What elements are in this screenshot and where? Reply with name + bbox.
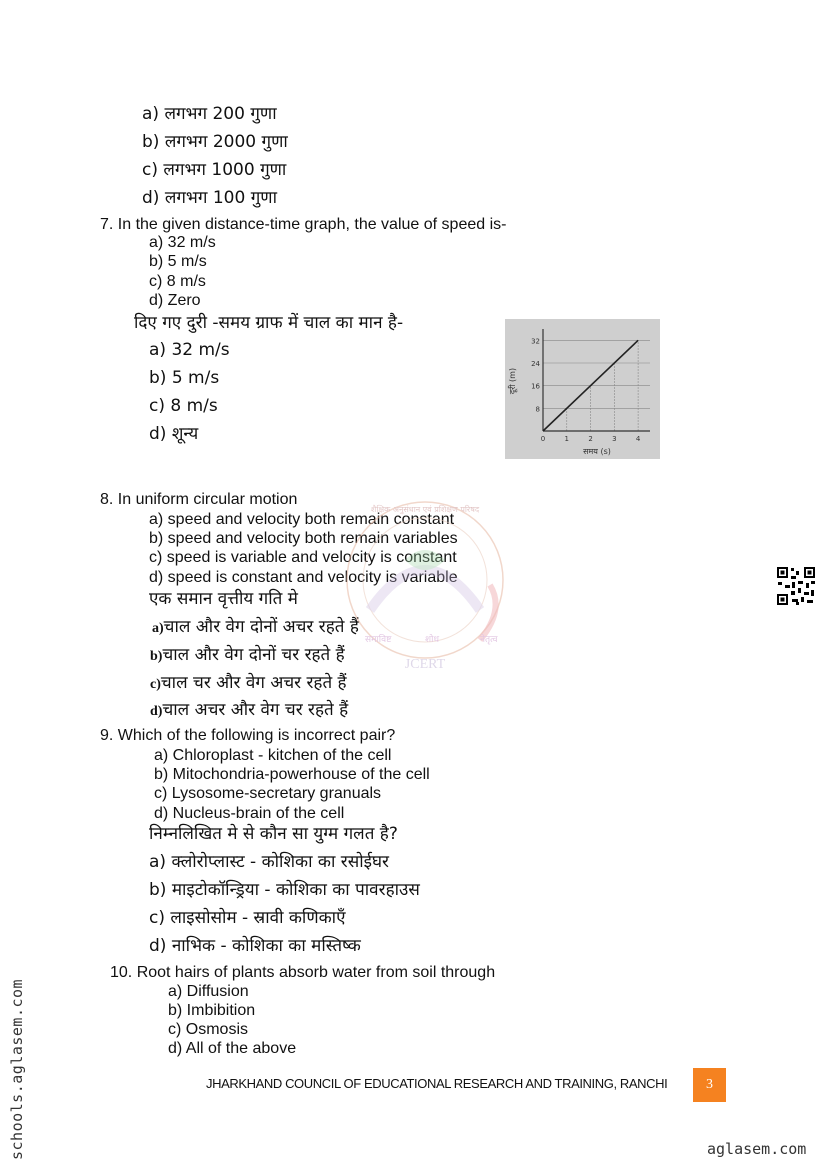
logo-text-mid-1: समाविष्ट: [365, 635, 392, 645]
q9-option-b-hi: b) माइटोकॉन्ड्रिया - कोशिका का पावरहाउस: [149, 880, 420, 900]
logo-text-top: शैक्षिक अनुसंधान एवं प्रशिक्षण परिषद: [370, 505, 480, 514]
q9-question: 9. Which of the following is incorrect pair?: [100, 727, 396, 744]
q8-option-b: b) speed and velocity both remain variables: [149, 530, 458, 547]
x-axis-label: समय (s): [583, 447, 611, 456]
q10-option-a: a) Diffusion: [168, 983, 249, 1000]
q8-option-d-hi: [150, 700, 348, 722]
graph-grid: [543, 340, 650, 431]
q7-option-c-hi: c) 8 m/s: [149, 396, 218, 416]
q8-option-b-hi: [150, 645, 345, 667]
q8-option-d-text: चाल अचर और वेग चर रहते हैं: [162, 700, 349, 720]
q7-option-d-hi: d) शून्य: [149, 424, 199, 444]
q8-option-c-text: चाल चर और वेग अचर रहते हैं: [160, 673, 347, 693]
q7-option-b: b) 5 m/s: [149, 253, 207, 270]
logo-text-mid-3: नेतृत्व: [480, 635, 498, 645]
q8-option-d-label: d): [150, 704, 163, 719]
q6-option-a-hi: a) लगभग 200 गुणा: [142, 104, 277, 124]
x-tick-label-4: 4: [635, 435, 641, 443]
x-tick-label-1: 1: [564, 435, 570, 443]
q9-option-a: a) Chloroplast - kitchen of the cell: [154, 747, 392, 764]
y-tick-label-3: 32: [531, 337, 540, 346]
logo-text-bottom: JCERT: [404, 657, 446, 672]
y-axis-label: दूरी (m): [508, 367, 517, 395]
x-tick-label-2: 2: [588, 435, 593, 443]
q8-option-b-text: चाल और वेग दोनों चर रहते हैं: [162, 645, 345, 665]
q7-option-d: d) Zero: [149, 292, 201, 309]
q10-option-c: c) Osmosis: [168, 1021, 248, 1038]
q8-option-a-hi: [152, 617, 359, 639]
footer-institution: JHARKHAND COUNCIL OF EDUCATIONAL RESEARCH AND TRAINING, RANCHI: [206, 1076, 668, 1091]
q7-option-b-hi: b) 5 m/s: [149, 368, 220, 388]
distance-time-graph: [505, 319, 660, 459]
q8-option-a-label: a): [152, 621, 164, 636]
q9-option-d-hi: d) नाभिक - कोशिका का मस्तिष्क: [149, 936, 361, 956]
q8-option-b-label: b): [150, 649, 163, 664]
q8-option-c: c) speed is variable and velocity is constant: [149, 549, 457, 566]
q8-option-d: d) speed is constant and velocity is variable: [149, 569, 458, 586]
q8-option-c-label: c): [150, 677, 161, 692]
q9-option-c-hi: c) लाइसोसोम - स्रावी कणिकाएँ: [149, 908, 346, 928]
x-tick-label-3: 3: [612, 435, 617, 443]
q9-option-b: b) Mitochondria-powerhouse of the cell: [154, 766, 430, 783]
q9-question-hi: निम्नलिखित मे से कौन सा युग्म गलत है?: [149, 824, 398, 844]
q6-option-c-hi: c) लगभग 1000 गुणा: [142, 160, 287, 180]
q9-option-a-hi: a) क्लोरोप्लास्ट - कोशिका का रसोईघर: [149, 852, 389, 872]
q7-option-a-hi: a) 32 m/s: [149, 340, 230, 360]
q8-option-c-hi: [150, 673, 347, 695]
logo-text-mid-2: शोध: [425, 635, 439, 645]
x-tick-label-0: 0: [540, 435, 546, 443]
page-number-badge: 3: [693, 1068, 726, 1102]
q6-option-d-hi: d) लगभग 100 गुणा: [142, 188, 277, 208]
q8-question-hi: एक समान वृत्तीय गति मे: [149, 589, 298, 609]
q7-question-hi: दिए गए दुरी -समय ग्राफ में चाल का मान है-: [134, 313, 404, 333]
q9-option-d: d) Nucleus-brain of the cell: [154, 805, 345, 822]
q8-option-a-text: चाल और वेग दोनों अचर रहते हैं: [163, 617, 359, 637]
y-tick-label-0: 8: [535, 405, 540, 414]
q6-option-b-hi: b) लगभग 2000 गुणा: [142, 132, 288, 152]
graph-svg: [505, 319, 660, 459]
q10-option-b: b) Imbibition: [168, 1002, 256, 1019]
bottom-watermark: aglasem.com: [707, 1140, 807, 1158]
q10-option-d: d) All of the above: [168, 1040, 297, 1057]
q8-question: 8. In uniform circular motion: [100, 491, 298, 508]
q8-option-a: a) speed and velocity both remain constant: [149, 511, 455, 528]
side-watermark: schools.aglasem.com: [8, 978, 26, 1160]
q7-option-c: c) 8 m/s: [149, 273, 206, 290]
q7-question: 7. In the given distance-time graph, the value of speed is-: [100, 216, 507, 233]
q7-option-a: a) 32 m/s: [149, 234, 216, 251]
jcert-logo-watermark: [330, 490, 520, 680]
qr-code[interactable]: [776, 566, 816, 606]
q10-question: 10. Root hairs of plants absorb water from soil through: [110, 964, 496, 981]
q9-option-c: c) Lysosome-secretary granuals: [154, 785, 382, 802]
y-tick-label-2: 24: [531, 360, 540, 368]
y-tick-label-1: 16: [531, 382, 540, 391]
